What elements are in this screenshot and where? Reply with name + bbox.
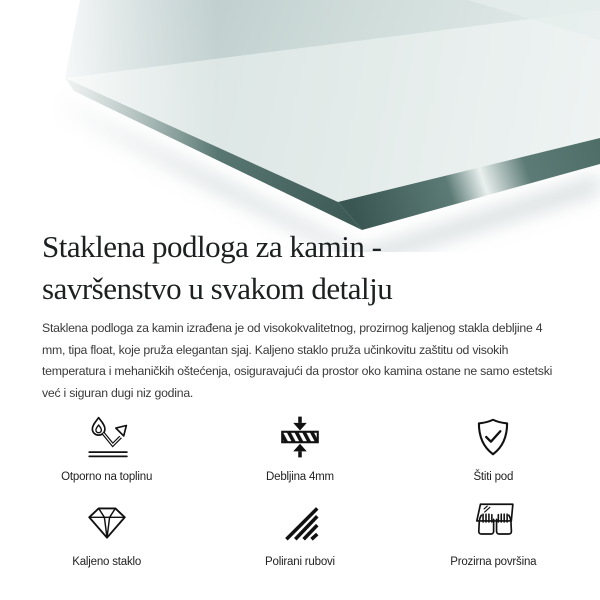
feature-grid bbox=[10, 414, 590, 568]
heat-resistant-icon bbox=[84, 414, 130, 460]
feature-thickness bbox=[203, 414, 396, 483]
feature-label: Prozirna površina bbox=[450, 556, 537, 568]
feature-floor-protection bbox=[397, 414, 590, 483]
feature-transparent-surface bbox=[397, 499, 590, 568]
feature-polished-edges bbox=[203, 499, 396, 568]
feature-label: Polirani rubovi bbox=[265, 556, 335, 568]
thickness-4mm-icon bbox=[277, 414, 323, 460]
floor-protection-shield-icon bbox=[470, 414, 516, 460]
glass-panel-image bbox=[0, 0, 600, 252]
feature-heat-resistant bbox=[10, 414, 203, 483]
transparent-surface-hands-icon bbox=[470, 499, 516, 545]
feature-label: Debljina 4mm bbox=[266, 471, 334, 483]
feature-label: Otporno na toplinu bbox=[61, 471, 153, 483]
tempered-glass-diamond-icon bbox=[84, 499, 130, 545]
product-description: Staklena podloga za kamin izrađena je od visokokvalitetnog, prozirnog kaljenog stakla debljine 4 mm, tipa float, koje pruža elegantan sjaj. Kaljeno staklo pruža učinkovitu zaštitu od visokih temperatura i mehaničkih oštećenja, osiguravajući da prostor oko kamina ostane ne samo estetski već i siguran dugi niz godina. bbox=[42, 321, 553, 400]
feature-label: Štiti pod bbox=[473, 471, 514, 483]
feature-tempered-glass bbox=[10, 499, 203, 568]
page-title-line1: Staklena podloga za kamin - bbox=[42, 229, 382, 264]
polished-edges-icon bbox=[277, 499, 323, 545]
feature-label: Kaljeno staklo bbox=[72, 556, 142, 568]
page-title-line2: savršenstvo u svakom detalju bbox=[42, 271, 393, 306]
page-title bbox=[42, 226, 558, 310]
hero-section bbox=[0, 0, 600, 226]
